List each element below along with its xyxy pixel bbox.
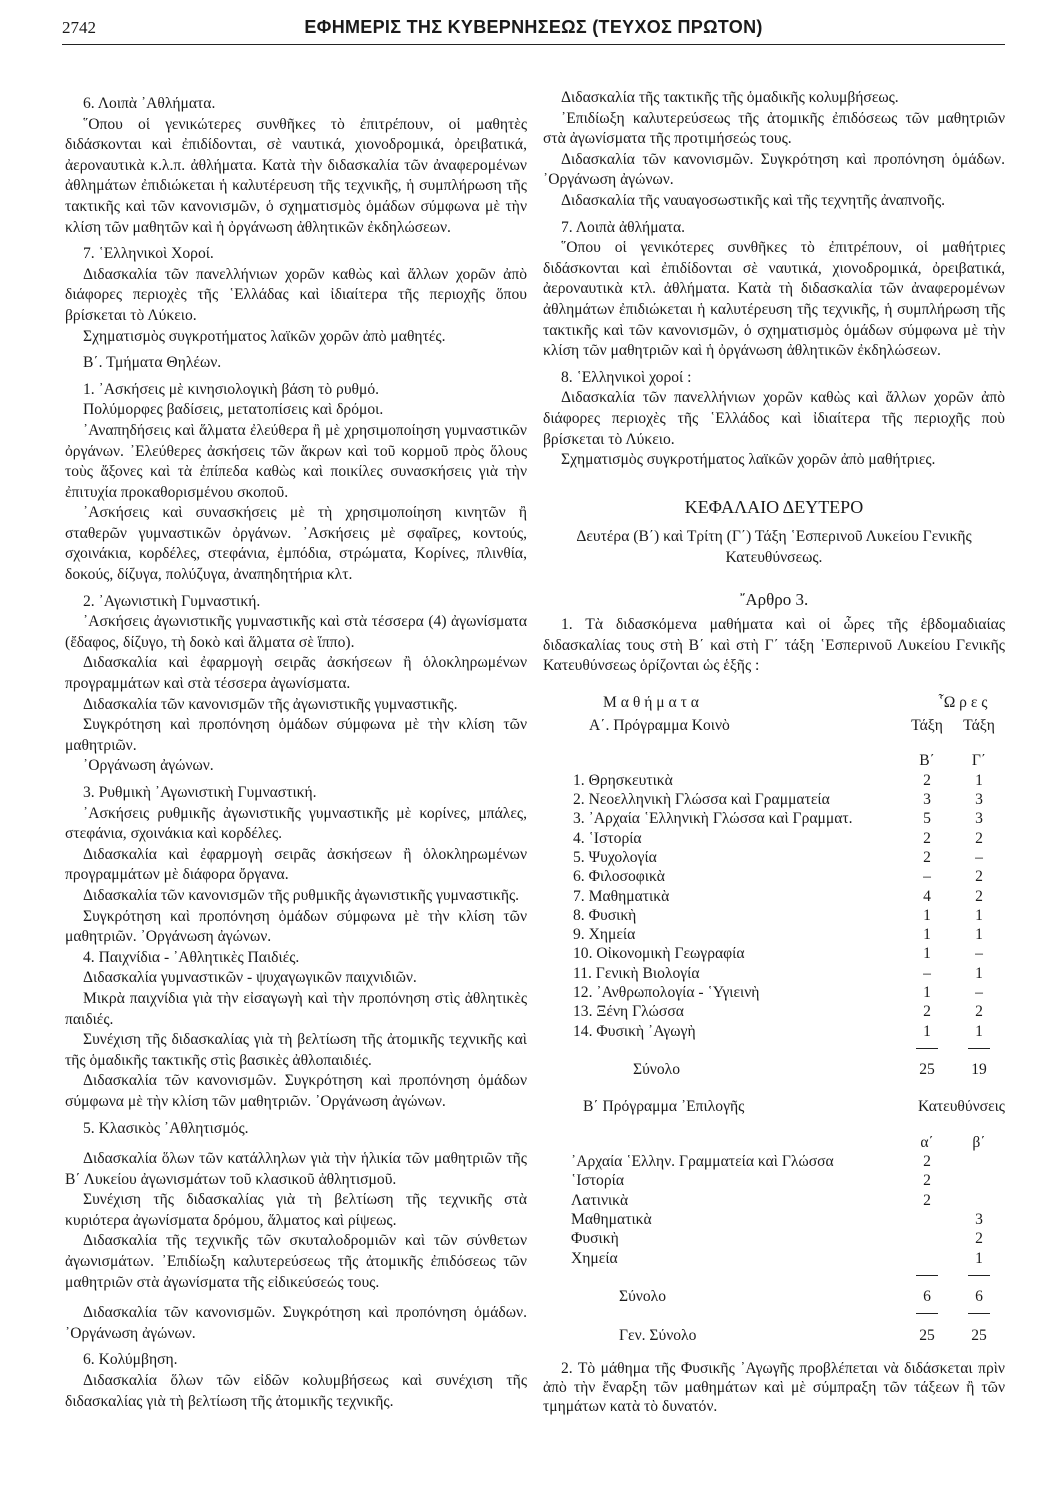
closing-paragraph: 2. Τὸ μάθημα τῆς Φυσικῆς ᾿Αγωγῆς προβλέπεται νὰ διδάσκεται πρὶν ἀπὸ τὴν ἔναρξη τῶν μαθημάτων καὶ μὲ σύμπραξη τῶν τάξεων ἢ τῶν τμημάτων κατὰ τὸ δυνατόν. [543, 1360, 1005, 1416]
paragraph: Μικρὰ παιχνίδια γιὰ τὴν εἰσαγωγὴ καὶ τὴν προπόνηση στὶς ἀθλητικὲς παιδιές. [65, 989, 527, 1028]
chapter-title: ΚΕΦΑΛΑΙΟ ΔΕΥΤΕΡΟ [684, 496, 864, 517]
section-heading: 3. Ρυθμικὴ ᾿Αγωνιστικὴ Γυμναστική. [83, 784, 317, 801]
section-heading: 1. ᾿Ασκήσεις μὲ κινησιολογικὴ βάση τὸ ρυθμό. [83, 380, 380, 398]
subject-cell: 9. Χημεία [573, 926, 636, 944]
spacer [65, 1139, 527, 1149]
hours-cell: 3 [923, 791, 931, 809]
spacer [65, 1293, 527, 1303]
paragraph: Διδασκαλία καὶ ἐφαρμογὴ σειρᾶς ἀσκήσεων ἢ ὁλοκληρωμένων προγραμμάτων μὲ διάφορα ὄργανα. [65, 845, 527, 884]
elective-total-a: 6 [923, 1288, 931, 1306]
class-g-header: Γ΄ [971, 752, 987, 770]
common-program-table [543, 693, 1005, 1080]
subject-cell: 2. Νεοελληνικὴ Γλώσσα καὶ Γραμματεία [573, 791, 830, 809]
subject-cell: Λατινικὰ [571, 1191, 629, 1209]
paragraph: ᾿Οργάνωση ἀγώνων. [83, 757, 214, 775]
hours-cell [901, 1229, 953, 1248]
hours-cell: 1 [975, 1249, 983, 1267]
hours-cell [953, 1171, 1005, 1190]
common-subject-row [543, 983, 1005, 1002]
common-subject-row [543, 848, 1005, 867]
hours-cell: – [975, 848, 983, 866]
common-subject-row [543, 790, 1005, 809]
elective-program-heading: Β΄ Πρόγραμμα ᾿Επιλογῆς [583, 1098, 745, 1116]
paragraph: Συγκρότηση καὶ προπόνηση ὁμάδων σύμφωνα μὲ τὴν κλίση τῶν μαθητριῶν. ᾿Οργάνωση ἀγώνων. [65, 907, 527, 946]
col-subjects-header: Μ α θ ή μ α τ α [603, 693, 699, 711]
hours-cell [953, 1191, 1005, 1210]
subject-cell: 4. ῾Ιστορία [573, 829, 642, 847]
elective-subject-row [543, 1152, 1005, 1171]
paragraph: Διδασκαλία τῶν κανονισμῶν τῆς ρυθμικῆς ἀγωνιστικῆς γυμναστικῆς. [83, 886, 520, 904]
paragraph: Συγκρότηση καὶ προπόνηση ὁμάδων σύμφωνα μὲ τὴν κλίση τῶν μαθητριῶν. [65, 716, 527, 754]
hours-cell: 1 [975, 771, 983, 789]
total-g: 19 [971, 1061, 987, 1079]
paragraph: Πολύμορφες βαδίσεις, μετατοπίσεις καὶ δρόμοι. [83, 401, 384, 419]
hours-cell: 2 [923, 1003, 931, 1021]
subject-cell: 12. ᾿Ανθρωπολογία - ῾Υγιεινὴ [573, 984, 760, 1001]
section-heading: 2. ᾿Αγωνιστικὴ Γυμναστική. [83, 592, 261, 610]
elective-subject-row [543, 1229, 1005, 1248]
elective-total-b: 6 [975, 1288, 983, 1306]
paragraph: Διδασκαλία τῶν κανονισμῶν. Συγκρότηση καὶ προπόνηση ὁμάδων. ᾿Οργάνωση ἀγώνων. [65, 1304, 527, 1342]
class-label: Τάξη [911, 717, 943, 735]
paragraph: Διδασκαλία τῶν κανονισμῶν τῆς ἀγωνιστικῆς γυμναστικῆς. [83, 695, 458, 713]
hours-cell: 1 [923, 906, 931, 924]
paragraph: Συνέχιση τῆς διδασκαλίας γιὰ τὴ βελτίωση τῆς ἀτομικῆς τεχνικῆς καὶ τῆς ὁμαδικῆς τακτικῆς στὶς βασικὲς ἀθλοπαιδιές. [65, 1031, 527, 1069]
hours-cell: 2 [923, 1191, 931, 1209]
subject-cell: ᾿Αρχαία ῾Ελλην. Γραμματεία καὶ Γλώσσα [571, 1153, 834, 1171]
elective-total-label: Σύνολο [619, 1288, 667, 1306]
paragraph: Διδασκαλία τῶν κανονισμῶν. Συγκρότηση καὶ προπόνηση ὁμάδων. ᾿Οργάνωση ἀγώνων. [543, 150, 1005, 189]
hours-cell: 1 [923, 945, 931, 963]
class-b-header: Β΄ [919, 752, 935, 770]
section-heading: 5. Κλασικὸς ᾿Αθλητισμός. [83, 1119, 249, 1137]
subject-cell: 3. ᾿Αρχαία ῾Ελληνικὴ Γλώσσα καὶ Γραμματ. [573, 810, 853, 828]
hours-cell: 2 [975, 868, 983, 886]
subject-cell: 11. Γενικὴ Βιολογία [573, 964, 700, 982]
grand-total-a: 25 [919, 1326, 935, 1344]
hours-cell: 2 [923, 1153, 931, 1171]
paragraph: Διδασκαλία τῶν πανελλήνιων χορῶν καθὼς καὶ ἄλλων χορῶν ἀπὸ διάφορες περιοχὲς τῆς ῾Ελλάδας καὶ ἰδιαίτερα τῆς περιοχῆς ὅπου βρίσκεται τὸ Λύκειο. [65, 265, 527, 324]
paragraph: ῞Οπου οἱ γενικώτερες συνθῆκες τὸ ἐπιτρέπουν, οἱ μαθητὲς διδάσκονται καὶ ἐπιδίδονται, σὲ ναυτικά, χιονοδρομικά, ὀρειβατικά, ἀεροναυτικὰ κ.λ.π. ἀθλήματα. Κατὰ τὴν διδασκαλία τῶν ἀναφερομένων ἀθλημάτων ἐπιδιώκεται ἡ καλυτέρευση τῆς τεχνικῆς, ἡ συμπλήρωση τῆς τακτικῆς καὶ τῶν κανονισμῶν, ὁ σχηματισμὸς ὁμάδων σύμφωνα μὲ τὴν κλίση τῶν μαθητῶν καὶ ἡ ὀργάνωση ἀθλητικῶν ἐκδηλώσεων. [65, 115, 527, 236]
subject-cell: 1. Θρησκευτικὰ [573, 771, 673, 789]
common-subject-row [543, 887, 1005, 906]
left-column [65, 88, 527, 1412]
hours-cell: 1 [975, 1022, 983, 1040]
hours-cell: 2 [975, 887, 983, 905]
hours-cell: 2 [975, 1230, 983, 1248]
paragraph: 4. Παιχνίδια - ᾿Αθλητικὲς Παιδιές. [83, 948, 300, 966]
page-number: 2742 [62, 18, 96, 37]
paragraph: ᾿Ασκήσεις ἀγωνιστικῆς γυμναστικῆς καὶ στὰ τέσσερα (4) ἀγωνίσματα (ἔδαφος, δίζυγο, τὴ δοκὸ καὶ ἅλματα σὲ ἵππο). [65, 613, 527, 651]
page-header [62, 14, 1005, 45]
paragraph: Διδασκαλία τῆς ναυαγοσωστικῆς καὶ τῆς τεχνητῆς ἀναπνοῆς. [561, 191, 946, 209]
hours-cell: – [975, 984, 983, 1001]
subject-cell: 5. Ψυχολογία [573, 848, 657, 866]
hours-cell: 1 [923, 984, 931, 1001]
total-b: 25 [919, 1061, 935, 1079]
paragraph: Διδασκαλία τῶν κανονισμῶν. Συγκρότηση καὶ προπόνηση ὁμάδων σύμφωνα μὲ τὴν κλίση τῶν μαθητριῶν. ᾿Οργάνωση ἀγώνων. [65, 1072, 527, 1110]
section-heading: 6. Κολύμβηση. [83, 1351, 178, 1369]
paragraph: Συνέχιση τῆς διδασκαλίας γιὰ τὴ βελτίωση τῆς τεχνικῆς στὰ κυριότερα ἀγωνίσματα δρόμου, ἅλματος καὶ ρίψεως. [65, 1191, 527, 1229]
hours-cell: 2 [923, 1172, 931, 1190]
section-heading: 8. ῾Ελληνικοὶ χοροί : [561, 368, 692, 386]
section-heading: 7. Λοιπὰ ἀθλήματα. [561, 218, 686, 236]
subject-cell: 8. Φυσικὴ [573, 906, 637, 924]
hours-cell: 3 [975, 810, 983, 828]
subject-cell: 7. Μαθηματικὰ [573, 887, 670, 905]
hours-cell: 3 [975, 791, 983, 809]
paragraph: Σχηματισμὸς συγκροτήματος λαϊκῶν χορῶν ἀπὸ μαθητές. [83, 327, 446, 345]
section-heading: 6. Λοιπὰ ᾿Αθλήματα. [83, 95, 216, 112]
common-subject-row [543, 1002, 1005, 1021]
subject-cell: Χημεία [571, 1249, 618, 1267]
subject-cell: 13. Ξένη Γλώσσα [573, 1003, 684, 1021]
article-intro: 1. Τὰ διδασκόμενα μαθήματα καὶ οἱ ὧρες τῆς ἑβδομαδιαίας διδασκαλίας τους στὴ Β΄ καὶ στὴ Γ΄ τάξη ῾Εσπερινοῦ Λυκείου Γενικῆς Κατευθύνσεως ὁρίζονται ὡς ἑξῆς : [543, 616, 1005, 675]
common-subject-row [543, 1022, 1005, 1041]
elective-program-table [543, 1097, 1005, 1345]
paragraph: ᾿Ασκήσεις ρυθμικῆς ἀγωνιστικῆς γυμναστικῆς μὲ κορίνες, μπάλες, στεφάνια, σχοινάκια καὶ κορδέλες. [65, 804, 527, 843]
subject-cell: Μαθηματικὰ [571, 1210, 652, 1228]
hours-cell: 3 [975, 1210, 983, 1228]
section-heading: 7. ῾Ελληνικοὶ Χοροί. [83, 245, 214, 263]
dir-a-header: α΄ [920, 1133, 934, 1151]
common-subject-row [543, 829, 1005, 848]
elective-subject-row [543, 1171, 1005, 1190]
subject-cell: 10. Οἰκονομικὴ Γεωγραφία [573, 945, 745, 963]
dir-b-header: β΄ [972, 1133, 986, 1151]
paragraph: ᾿Επιδίωξη καλυτερεύσεως τῆς ἀτομικῆς ἐπιδόσεως τῶν μαθητριῶν στὰ ἀγωνίσματα τῆς προτιμήσεώς τους. [543, 109, 1005, 148]
paragraph: Διδασκαλία ὅλων τῶν εἰδῶν κολυμβήσεως καὶ συνέχιση τῆς διδασκαλίας γιὰ τὴ βελτίωση τῆς ἀτομικῆς τεχνικῆς. [65, 1372, 527, 1410]
common-subject-row [543, 809, 1005, 828]
paragraph: Διδασκαλία τῆς τακτικῆς τῆς ὁμαδικῆς κολυμβήσεως. [561, 89, 899, 106]
common-subject-row [543, 964, 1005, 983]
grand-total-b: 25 [971, 1326, 987, 1344]
hours-cell: – [975, 945, 983, 963]
hours-cell: 5 [923, 810, 931, 828]
paragraph: ᾿Ασκήσεις καὶ συνασκήσεις μὲ τὴ χρησιμοποίηση κινητῶν ἢ σταθερῶν γυμναστικῶν ὀργάνων. ᾿Ασκήσεις μὲ σφαῖρες, κοντούς, σχοινάκια, κορδέλες, στεφάνια, ἐμπόδια, στρώματα, Κορίνες, πλινθία, δοκούς, δίζυγα, πολύζυγα, ἀναπηδητήρια κλτ. [65, 504, 527, 584]
hours-cell: 1 [975, 964, 983, 982]
elective-subject-row [543, 1191, 1005, 1210]
subject-cell: Φυσικὴ [571, 1230, 619, 1248]
subject-cell: ῾Ιστορία [571, 1172, 625, 1190]
grand-total-label: Γεν. Σύνολο [619, 1326, 697, 1344]
hours-cell: – [923, 964, 931, 982]
hours-cell: 2 [923, 771, 931, 789]
paragraph: Διδασκαλία τῶν πανελλήνιων χορῶν καθὼς καὶ ἄλλων χορῶν ἀπὸ διάφορες περιοχὲς τῆς ῾Ελλάδος καὶ ἰδιαίτερα τῆς περιοχῆς ποὺ βρίσκεται τὸ Λύκειο. [543, 389, 1005, 448]
article-heading: ῎Αρθρο 3. [739, 590, 809, 610]
paragraph: ῞Οπου οἱ γενικότερες συνθῆκες τὸ ἐπιτρέπουν, οἱ μαθήτριες διδάσκονται καὶ ἐπιδίδονται σὲ ναυτικά, χιονοδρομικά, ὀρειβατικά, ἀεροναυτικὰ κτλ. ἀθλήματα. Κατὰ τὴ διδασκαλία τῶν ἀναφερομένων ἀθλημάτων ἐπιδιώκεται ἡ καλυτέρευση τῆς τεχνικῆς, ἡ συμπλήρωση τῆς τακτικῆς καὶ τῶν κανονισμῶν, ὁ σχηματισμὸς ὁμάδων σύμφωνα μὲ τὴν κλίση τῶν μαθητριῶν καὶ ἡ ὀργάνωση ἀθλητικῶν ἐκδηλώσεων. [543, 239, 1005, 360]
subject-cell: 6. Φιλοσοφικὰ [573, 868, 665, 886]
elective-subject-row [543, 1249, 1005, 1268]
hours-cell: – [923, 868, 931, 886]
common-subject-row [543, 925, 1005, 944]
common-subject-row [543, 867, 1005, 886]
hours-cell [953, 1152, 1005, 1171]
common-subject-row [543, 906, 1005, 925]
paragraph: Σχηματισμὸς συγκροτήματος λαϊκῶν χορῶν ἀπὸ μαθήτριες. [561, 451, 936, 469]
subject-cell: 14. Φυσικὴ ᾿Αγωγὴ [573, 1022, 696, 1040]
common-subject-row [543, 944, 1005, 963]
common-program-heading: Α΄. Πρόγραμμα Κοινὸ [589, 717, 730, 735]
hours-cell: 1 [975, 926, 983, 944]
col-directions-header: Κατευθύνσεις [918, 1098, 1005, 1116]
paragraph: ᾿Αναπηδήσεις καὶ ἅλματα ἐλεύθερα ἢ μὲ χρησιμοποίηση γυμναστικῶν ὀργάνων. ᾿Ελεύθερες ἀσκήσεις τῶν ἄκρων καὶ τοῦ κορμοῦ πρὸς ὅλους τοὺς ἄξονες καὶ τὰ ἐπίπεδα καθὼς καὶ ποικίλες συνασκήσεις γιὰ τὴν ἐπιτυχία προκαθορισμένου σκοποῦ. [65, 421, 527, 501]
hours-cell: 2 [923, 848, 931, 866]
section-heading: Β΄. Τμήματα Θηλέων. [83, 354, 222, 372]
paragraph: Διδασκαλία ὅλων τῶν κατάλληλων γιὰ τὴν ἡλικία τῶν μαθητριῶν τῆς Β΄ Λυκείου ἀγωνισμάτων τοῦ κλασικοῦ ἀθλητισμοῦ. [65, 1150, 527, 1188]
common-subject-row [543, 771, 1005, 790]
hours-cell: 1 [923, 1022, 931, 1040]
hours-cell: 2 [975, 829, 983, 847]
total-label: Σύνολο [633, 1061, 681, 1079]
col-hours-header: ῟Ω ρ ε ς [938, 693, 988, 711]
elective-subject-row [543, 1210, 1005, 1229]
class-label: Τάξη [963, 717, 995, 735]
right-column [543, 88, 1005, 1416]
hours-cell: 2 [923, 829, 931, 847]
hours-cell: 2 [975, 1003, 983, 1021]
paragraph: Διδασκαλία καὶ ἐφαρμογὴ σειρᾶς ἀσκήσεων ἢ ὁλοκληρωμένων προγραμμάτων καὶ στὰ τέσσερα ἀγωνίσματα. [65, 654, 527, 693]
gazette-title: ΕΦΗΜΕΡΙΣ ΤΗΣ ΚΥΒΕΡΝΗΣΕΩΣ (ΤΕΥΧΟΣ ΠΡΩΤΟΝ) [304, 17, 763, 37]
hours-cell: 4 [923, 887, 931, 905]
hours-cell [901, 1210, 953, 1229]
hours-cell [901, 1249, 953, 1268]
hours-cell: 1 [975, 906, 983, 924]
hours-cell: 1 [923, 926, 931, 944]
chapter-subtitle: Δευτέρα (Β΄) καὶ Τρίτη (Γ΄) Τάξη ῾Εσπερινοῦ Λυκείου Γενικῆς Κατευθύνσεως. [576, 528, 972, 566]
paragraph: Διδασκαλία γυμναστικῶν - ψυχαγωγικῶν παιχνιδιῶν. [83, 969, 417, 987]
paragraph: Διδασκαλία τῆς τεχνικῆς τῶν σκυταλοδρομιῶν καὶ τῶν σύνθετων ἀγωνισμάτων. ᾿Επιδίωξη καλυτερεύσεως τῆς ἀτομικῆς ἐπιδόσεως τῶν μαθητριῶν στὰ ἀγωνίσματα τῆς εἰδικεύσεώς τους. [65, 1232, 527, 1291]
